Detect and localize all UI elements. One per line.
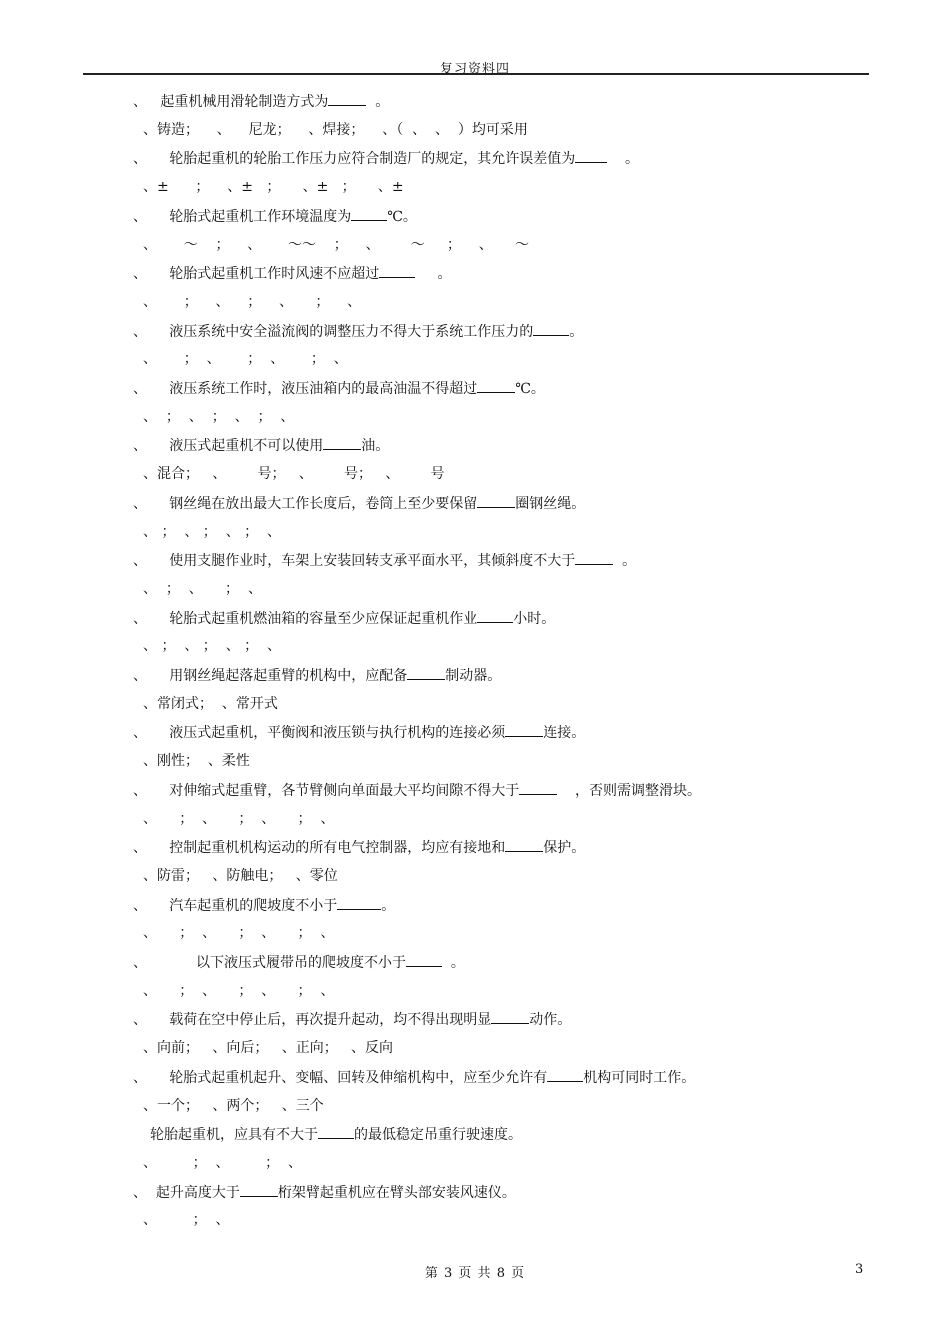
page-footer-text: 第 3 页 共 8 页: [424, 1266, 526, 1281]
question-text: 起重机械用滑轮制造方式为: [147, 94, 329, 110]
question-18-options: 、一个； 、两个； 、三个: [143, 1097, 324, 1114]
question-text: 轮胎式起重机起升、变幅、回转及伸缩机构中，应至少允许有: [147, 1069, 548, 1086]
question-text-suffix: 的最低稳定吊重行驶速度。: [354, 1127, 522, 1144]
question-text-suffix: 。: [415, 266, 452, 283]
question-11-options: 、常闭式； 、常开式: [143, 695, 278, 712]
question-text-suffix: ℃。: [515, 381, 545, 397]
question-text-suffix: ，否则需调整滑块。: [557, 782, 702, 799]
question-18: [133, 1066, 695, 1088]
answer-blank: [519, 779, 557, 795]
question-20: [133, 1181, 516, 1203]
question-text: 载荷在空中停止后，再次提升起动，均不得出现明显: [147, 1012, 492, 1029]
question-text: 液压式起重机，平衡阀和液压锁与执行机构的连接必须: [147, 725, 506, 742]
question-text-suffix: 保护。: [543, 840, 586, 857]
question-text-suffix: 机构可同时工作。: [583, 1069, 696, 1086]
question-text: 起升高度大于: [147, 1184, 240, 1201]
question-14: [133, 836, 585, 858]
answer-blank: [318, 1123, 354, 1139]
question-4-options: 、 ； 、 ； 、 ； 、: [143, 293, 362, 310]
question-number-mark: 、: [133, 266, 147, 283]
answer-blank: [379, 262, 415, 278]
question-5: [133, 320, 583, 342]
question-text-suffix: 。: [441, 955, 465, 971]
question-number-mark: 、: [133, 381, 147, 397]
question-text: 对伸缩式起重臂，各节臂侧向单面最大平均间隙不得大于: [147, 782, 520, 799]
question-number-mark: 、: [133, 668, 147, 684]
question-text: 轮胎起重机，应具有不大于: [150, 1127, 318, 1144]
answer-blank: [407, 664, 445, 680]
answer-blank: [477, 607, 513, 623]
answer-blank: [240, 1181, 278, 1197]
question-text: 汽车起重机的爬坡度不小于: [147, 897, 338, 914]
question-number-mark: 、: [133, 495, 147, 512]
question-15: [133, 894, 395, 916]
question-number-mark: 、: [133, 1184, 147, 1201]
answer-blank: [575, 549, 613, 565]
question-14-options: 、防雷； 、防触电； 、零位: [143, 867, 338, 884]
question-1-options: 、铸造； 、 尼龙； 、焊接； 、（ 、 、 ）均可采用: [143, 121, 528, 138]
question-text-suffix: 制动器。: [445, 668, 502, 684]
question-text: 以下液压式履带吊的爬坡度不小于: [147, 955, 406, 971]
answer-blank: [351, 205, 387, 221]
question-text: 液压系统工作时，液压油箱内的最高油温不得超过: [147, 381, 478, 397]
question-text: 轮胎式起重机工作环境温度为: [147, 208, 352, 225]
answer-blank: [406, 951, 442, 967]
question-text-suffix: 。: [607, 151, 640, 168]
question-text-suffix: 油。: [361, 438, 390, 455]
question-1: [133, 90, 389, 112]
question-9: [133, 549, 636, 571]
question-text-suffix: 圈钢丝绳。: [515, 495, 586, 512]
answer-blank: [505, 836, 543, 852]
question-text: 液压式起重机不可以使用: [147, 438, 324, 455]
question-11: [133, 664, 501, 686]
question-3: [133, 205, 417, 227]
question-text: 使用支腿作业时，车架上安装回转支承平面水平，其倾斜度不大于: [147, 553, 576, 570]
question-text: 轮胎式起重机燃油箱的容量至少应保证起重机作业: [147, 610, 478, 627]
question-20-options: 、 ； 、: [143, 1212, 230, 1229]
question-number-mark: 、: [133, 782, 147, 799]
question-2: [133, 147, 639, 169]
question-number-mark: 、: [133, 955, 147, 971]
question-13-options: 、 ； 、 ； 、 ； 、: [143, 810, 335, 827]
question-10-options: 、 ； 、 ； 、 ； 、: [143, 638, 282, 655]
answer-blank: [328, 90, 366, 106]
question-text: 钢丝绳在放出最大工作长度后，卷筒上至少要保留: [147, 495, 478, 512]
answer-blank: [533, 320, 569, 336]
answer-blank: [477, 377, 515, 393]
answer-blank: [547, 1066, 583, 1082]
page-header-title: 复习资料四: [439, 62, 510, 77]
question-10: [133, 607, 555, 629]
question-number-mark: 、: [133, 610, 147, 627]
question-7-options: 、混合； 、 号； 、 号； 、 号: [143, 466, 445, 483]
question-number-mark: 、: [133, 553, 147, 570]
question-number-mark: 、: [133, 323, 147, 340]
answer-blank: [491, 1008, 529, 1024]
question-text-suffix: 桁架臂起重机应在臂头部安装风速仪。: [277, 1184, 516, 1201]
question-9-options: 、 ； 、 ； 、: [143, 580, 262, 597]
question-19: [150, 1123, 522, 1145]
question-12: [133, 721, 585, 743]
question-7: [133, 434, 389, 456]
question-number-mark: 、: [133, 208, 147, 225]
question-number-mark: 、: [133, 1012, 147, 1029]
question-number-mark: 、: [133, 151, 147, 168]
answer-blank: [337, 894, 381, 910]
question-text-suffix: 小时。: [513, 610, 556, 627]
question-text-suffix: 动作。: [529, 1012, 572, 1029]
question-text-suffix: 。: [613, 553, 637, 570]
question-8-options: 、 ； 、 ； 、 ； 、: [143, 523, 282, 540]
question-text-suffix: ℃。: [387, 208, 417, 225]
question-3-options: 、 ～ ； 、 ～～ ； 、 ～ ； 、 ～: [143, 236, 530, 253]
question-text: 用钢丝绳起落起重臂的机构中，应配备: [147, 668, 408, 684]
question-text: 液压系统中安全溢流阀的调整压力不得大于系统工作压力的: [147, 323, 534, 340]
question-12-options: 、刚性； 、柔性: [143, 753, 250, 770]
question-8: [133, 492, 585, 514]
question-5-options: 、 ； 、 ； 、 ； 、: [143, 351, 348, 368]
question-16-options: 、 ； 、 ； 、 ； 、: [143, 982, 335, 999]
header-divider: [83, 73, 869, 75]
question-13: [133, 779, 701, 801]
answer-blank: [505, 721, 543, 737]
page-number: 3: [855, 1262, 864, 1277]
question-number-mark: 、: [133, 1069, 147, 1086]
question-15-options: 、 ； 、 ； 、 ； 、: [143, 925, 335, 942]
question-17-options: 、向前； 、向后； 、正向； 、反向: [143, 1040, 394, 1057]
question-4: [133, 262, 452, 284]
question-6: [133, 377, 545, 399]
question-number-mark: 、: [133, 725, 147, 742]
question-text-suffix: 。: [381, 897, 396, 914]
question-text-suffix: 连接。: [543, 725, 586, 742]
question-text: 控制起重机机构运动的所有电气控制器，均应有接地和: [147, 840, 506, 857]
question-6-options: 、 ； 、 ； 、 ； 、: [143, 408, 295, 425]
answer-blank: [477, 492, 515, 508]
question-number-mark: 、: [133, 840, 147, 857]
answer-blank: [323, 434, 361, 450]
question-19-options: 、 ； 、 ； 、: [143, 1154, 303, 1171]
question-text-suffix: 。: [366, 94, 390, 110]
question-text-suffix: 。: [569, 323, 584, 340]
question-number-mark: 、: [133, 897, 147, 914]
question-text: 轮胎起重机的轮胎工作压力应符合制造厂的规定，其允许误差值为: [147, 151, 576, 168]
question-text: 轮胎式起重机工作时风速不应超过: [147, 266, 380, 283]
question-number-mark: 、: [133, 94, 147, 110]
question-17: [133, 1008, 571, 1030]
question-2-options: 、± ； 、± ； 、± ； 、±: [143, 179, 404, 196]
question-16: [133, 951, 465, 973]
answer-blank: [575, 147, 607, 163]
question-number-mark: 、: [133, 438, 147, 455]
